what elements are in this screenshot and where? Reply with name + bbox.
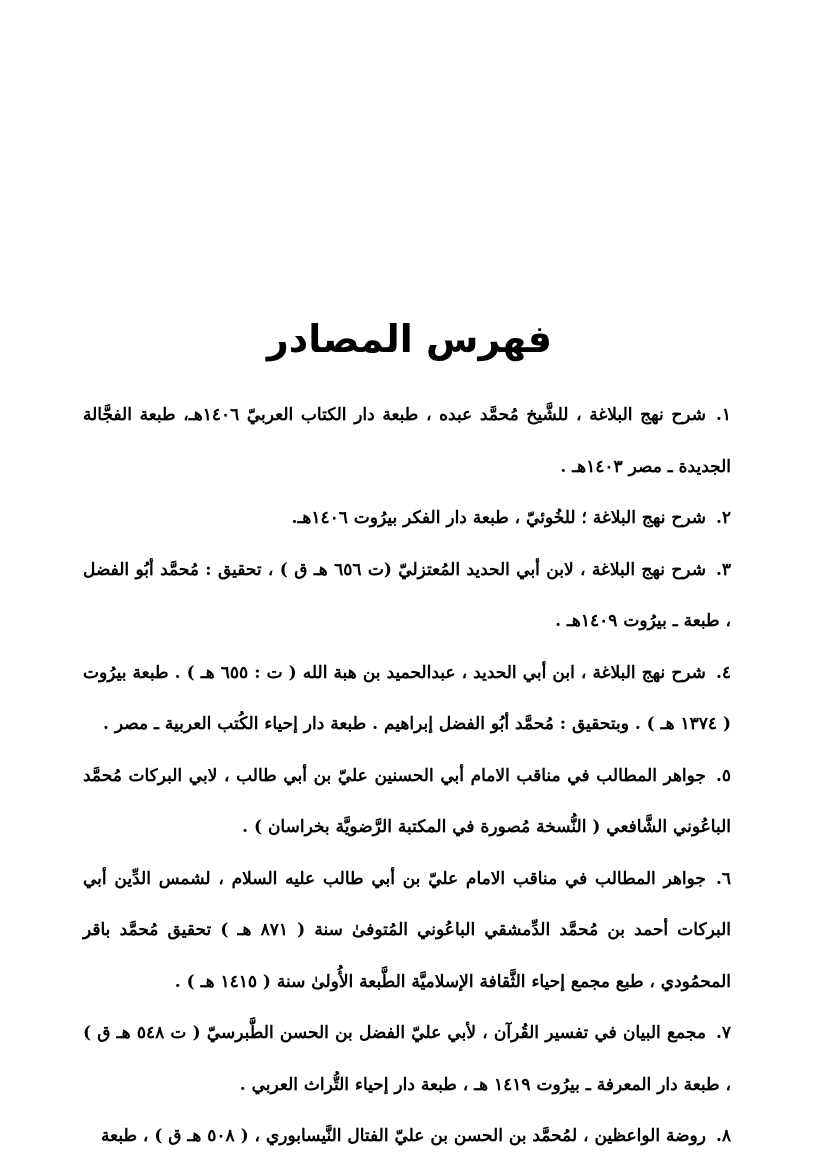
entry-text: شرح نهج البلاغة ، للشَّيخ مُحمَّد عبده ، طبعة دار الكتاب العربيّ ١٤٠٦هـ، طبعة الفجَّالة الجديدة ـ مصر ١٤٠٣هـ . bbox=[83, 405, 731, 477]
entry-number: ٤. bbox=[715, 662, 731, 683]
source-entry-8 bbox=[83, 1111, 731, 1163]
entry-number: ٣. bbox=[715, 559, 731, 580]
entry-text: جواهر المطالب في مناقب الامام عليّ بن أبي طالب عليه السلام ، لشمس الدِّين أبي البركات أحمد بن مُحمَّد الدِّمشقي الباعُوني المُتوفىٰ سنة ( ٨٧١ هـ ) تحقيق مُحمَّد باقر المحمُودي ، طبع مجمع إحياء الثَّقافة الإسلاميَّة الطَّبعة الأُولىٰ سنة ( ١٤١٥ هـ ) . bbox=[83, 868, 731, 992]
entry-text: جواهر المطالب في مناقب الامام أبي الحسنين عليّ بن أبي طالب ، لابي البركات مُحمَّد الباعُوني الشَّافعي ( النُّسخة مُصورة في المكتبة الرَّضويَّة بخراسان ) . bbox=[83, 765, 731, 837]
entry-number: ٧. bbox=[715, 1023, 731, 1043]
entry-text: شرح نهج البلاغة ؛ للخُوئيّ ، طبعة دار الفكر بيرُوت ١٤٠٦هـ. bbox=[291, 508, 706, 528]
entry-text: روضة الواعظين ، لمُحمَّد بن الحسن بن عليّ الفتال النَّيسابوري ، ( ٥٠٨ هـ ق ) ، طبعة bbox=[101, 1126, 706, 1146]
entry-text: شرح نهج البلاغة ، ابن أبي الحديد ، عبدالحميد بن هبة الله ( ت : ٦٥٥ هـ ) . طبعة بيرُوت ( ١٣٧٤ هـ ) . وبتحقيق : مُحمَّد أبُو الفضل إبراهيم . طبعة دار إحياء الكُتب العربية ـ مصر . bbox=[83, 662, 731, 734]
source-entry-1 bbox=[83, 390, 731, 493]
source-entry-7 bbox=[83, 1008, 731, 1111]
entry-text: شرح نهج البلاغة ، لابن أبي الحديد المُعتزليّ (ت ٦٥٦ هـ ق ) ، تحقيق : مُحمَّد أبُو الفضل ، طبعة ـ بيرُوت ١٤٠٩هـ . bbox=[83, 559, 731, 631]
entry-number: ٥. bbox=[715, 765, 731, 786]
source-entry-5 bbox=[83, 751, 731, 854]
source-entry-3 bbox=[83, 545, 731, 648]
source-entry-6 bbox=[83, 854, 731, 1009]
entry-number: ١. bbox=[715, 405, 731, 425]
entry-text: مجمع البيان في تفسير القُرآن ، لأبي عليّ الفضل بن الحسن الطَّبرسيّ ( ت ٥٤٨ هـ ق ) ، طبعة دار المعرفة ـ بيرُوت ١٤١٩ هـ ، طبعة دار إحياء التُّراث العربي . bbox=[83, 1023, 731, 1095]
source-entry-2 bbox=[83, 493, 731, 545]
sources-list bbox=[83, 390, 731, 1163]
entry-number: ٨. bbox=[715, 1126, 731, 1146]
entry-number: ٢. bbox=[715, 508, 731, 528]
source-entry-4 bbox=[83, 648, 731, 751]
entry-number: ٦. bbox=[715, 868, 731, 889]
page-title: فهرس المصادر bbox=[266, 317, 553, 361]
